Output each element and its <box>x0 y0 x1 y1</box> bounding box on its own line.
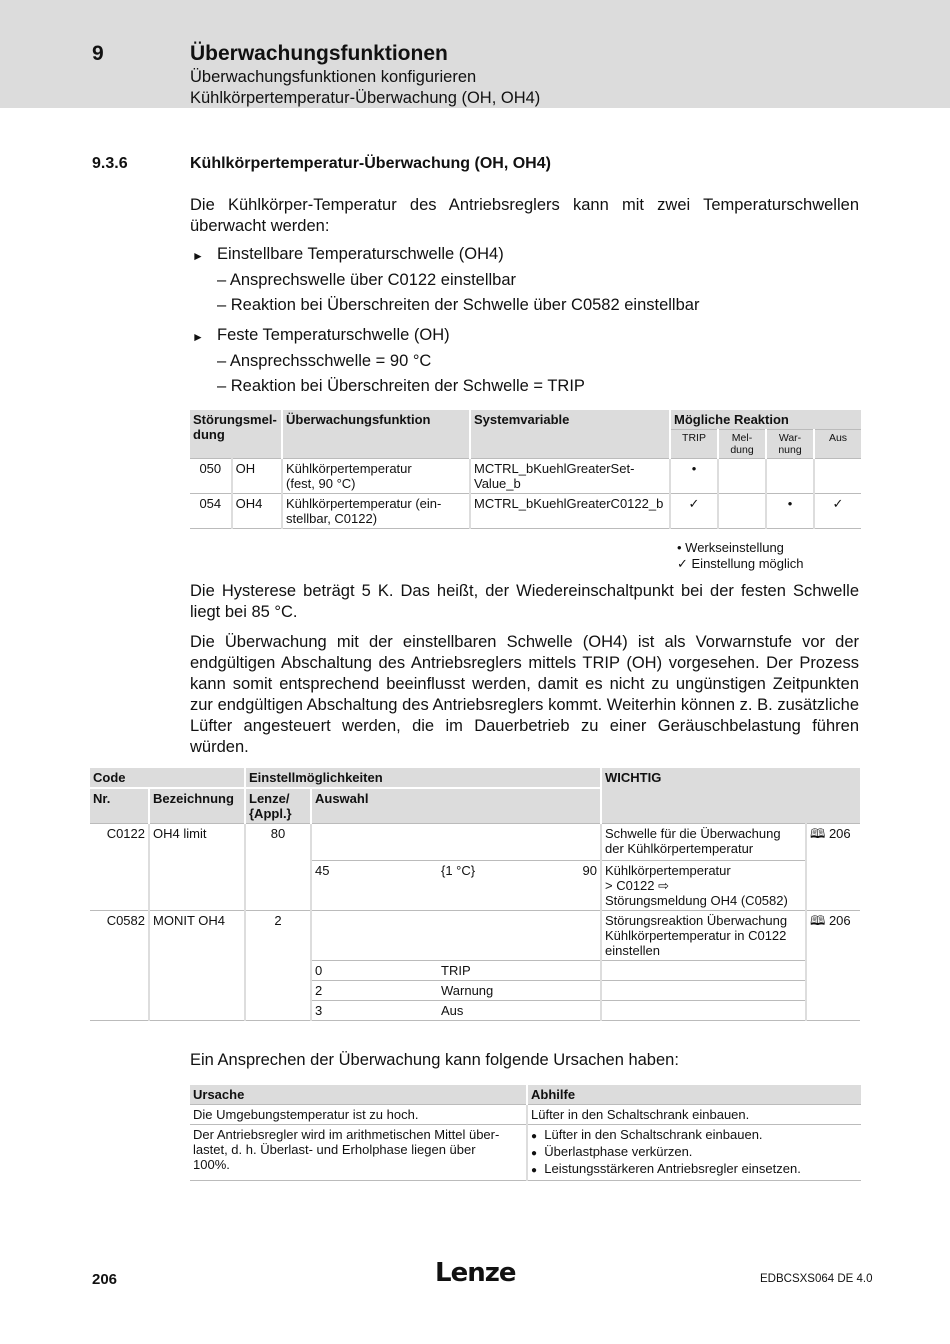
option-row: 0 TRIP <box>90 961 860 981</box>
cell-c0582-nr: C0582 <box>90 911 149 1021</box>
cell-c0582-lenze: 2 <box>245 911 311 1021</box>
th-einstell: Einstellmöglichkeiten <box>245 768 601 788</box>
bullet-1: Einstellbare Temperaturschwelle (OH4) <box>217 245 504 263</box>
monitoring-table <box>190 410 861 529</box>
hysterese-paragraph: Die Hysterese beträgt 5 K. Das heißt, der Wiedereinschaltpunkt bei der festen Schwelle liegt bei 85 °C. <box>190 582 859 621</box>
cell-nr: 054 <box>190 494 232 529</box>
cell-aus <box>814 459 861 494</box>
th-nr: Nr. <box>90 788 149 824</box>
bullet-2-sub-1: – Ansprechsschwelle = 90 °C <box>217 352 432 370</box>
doc-id: EDBCSXS064 DE 4.0 <box>760 1273 873 1285</box>
table-row <box>190 459 861 494</box>
intro-paragraph: Die Kühlkörper-Temperatur des Antriebsreglers kann mit zwei Temperaturschwellen überwacht werden: <box>190 196 859 235</box>
cell-var: MCTRL_bKuehlGreaterC0122_b <box>470 494 670 529</box>
header-subtitle-1: Überwachungsfunktionen konfigurieren <box>190 68 477 86</box>
cell-code: OH <box>232 459 282 494</box>
bullet-dot-icon: ● <box>531 1131 538 1142</box>
cell-c0122-unit: {1 °C} <box>438 861 519 911</box>
th-code: Code <box>90 768 245 788</box>
cell-c0582-wichtig: Störungsreaktion Überwachung Kühlkörpertemperatur in C0122 einstellen <box>601 911 806 961</box>
cell-nr: 050 <box>190 459 232 494</box>
cell-code: OH4 <box>232 494 282 529</box>
cell-trip: ✓ <box>670 494 718 529</box>
cell-c0122-wichtig-2: Kühlkörpertemperatur > C0122 ⇨ Störungsmeldung OH4 (C0582) <box>601 861 806 911</box>
bullet-2-sub-2: – Reaktion bei Überschreiten der Schwelle = TRIP <box>217 377 585 395</box>
cell-c0122-min: 45 <box>311 861 438 911</box>
cell-func: Kühlkörpertemperatur (ein- stellbar, C0122) <box>282 494 470 529</box>
cell-meldung <box>718 459 766 494</box>
cell-aus: ✓ <box>814 494 861 529</box>
th-wichtig: WICHTIG <box>601 768 860 824</box>
vorwarn-paragraph: Die Überwachung mit der einstellbaren Schwelle (OH4) ist als Vorwarnstufe vor der endgültigen Abschaltung des Antriebsreglers mittels TRIP (OH) vorgesehen. Der Prozess kann somit entsprechend beeinflusst werden, damit es nicht zu ungünstigen Zeitpunkten zur endgültigen Abschaltung des Antriebsreglers kommt. Weiterhin können z. B. zusätzliche Lüfter angesteuert werden, die im Dauerbetrieb zu einer Geräuschbelastung führen würden. <box>190 633 859 756</box>
cell-meldung <box>718 494 766 529</box>
th-trip: TRIP <box>670 430 718 459</box>
table-row: Die Umgebungstemperatur ist zu hoch. Lüfter in den Schaltschrank einbauen. <box>190 1105 861 1125</box>
th-bez: Bezeichnung <box>149 788 245 824</box>
th-stoerung: Störungsmel- dung <box>190 410 282 459</box>
chapter-number: 9 <box>92 42 104 65</box>
lenze-logo: Lenze <box>435 1258 516 1288</box>
cell-c0122-ref: 🕮 206 <box>806 824 860 911</box>
option-row: 3 Aus <box>90 1001 860 1021</box>
cell-var: MCTRL_bKuehlGreaterSet- Value_b <box>470 459 670 494</box>
book-icon: 🕮 <box>810 913 826 928</box>
code-table <box>90 768 860 1021</box>
bullet-dot-icon: ● <box>531 1165 538 1176</box>
cell-func: Kühlkörpertemperatur (fest, 90 °C) <box>282 459 470 494</box>
bullet-arrow-icon: ► <box>192 249 204 263</box>
page-header <box>0 0 950 108</box>
bullet-1-sub-1: – Ansprechswelle über C0122 einstellbar <box>217 271 517 289</box>
chapter-title: Überwachungsfunktionen <box>190 42 448 65</box>
table-row: Der Antriebsregler wird im arithmetischen Mittel über- lastet, d. h. Überlast- und Erholphase liegen über 100%. ● Lüfter in den Schaltschrank einbauen. ● Überlastphase verkürzen. ● Leistungsstärkeren Antriebsregler einsetzen. <box>190 1125 861 1181</box>
cell-c0122-bez: OH4 limit <box>149 824 245 911</box>
th-lenze: Lenze/ {Appl.} <box>245 788 311 824</box>
cell-warnung: • <box>766 494 814 529</box>
section-number: 9.3.6 <box>92 155 128 172</box>
section-title: Kühlkörpertemperatur-Überwachung (OH, OH4) <box>190 155 551 172</box>
cell-trip: • <box>670 459 718 494</box>
book-icon: 🕮 <box>810 826 826 841</box>
th-abhilfe: Abhilfe <box>527 1085 861 1105</box>
option-row: 2 Warnung <box>90 981 860 1001</box>
bullet-1-sub-2: – Reaktion bei Überschreiten der Schwelle über C0582 einstellbar <box>217 296 700 314</box>
cell-warnung <box>766 459 814 494</box>
cell-c0582-ref: 🕮 206 <box>806 911 860 1021</box>
th-systemvariable: Systemvariable <box>470 410 670 459</box>
bullet-arrow-icon: ► <box>192 330 204 344</box>
bullet-dot-icon: ● <box>531 1148 538 1159</box>
header-subtitle-2: Kühlkörpertemperatur-Überwachung (OH, OH4) <box>190 89 541 107</box>
th-ueberwachung: Überwachungsfunktion <box>282 410 470 459</box>
th-warnung: War- nung <box>766 430 814 459</box>
th-ursache: Ursache <box>190 1085 527 1105</box>
th-meldung: Mel- dung <box>718 430 766 459</box>
cell-c0122-nr: C0122 <box>90 824 149 911</box>
page-number: 206 <box>92 1271 118 1288</box>
cell-c0582-bez: MONIT OH4 <box>149 911 245 1021</box>
th-aus: Aus <box>814 430 861 459</box>
ursachen-intro: Ein Ansprechen der Überwachung kann folgende Ursachen haben: <box>190 1051 679 1069</box>
table-row <box>190 494 861 529</box>
cell-c0122-lenze: 80 <box>245 824 311 911</box>
legend-werkseinstellung: • Werkseinstellung <box>677 540 784 555</box>
th-auswahl: Auswahl <box>311 788 601 824</box>
ursachen-table <box>190 1085 861 1181</box>
cell-c0122-wichtig: Schwelle für die Überwachung der Kühlkörpertemperatur <box>601 824 806 861</box>
cell-c0122-max: 90 <box>519 861 601 911</box>
th-reaktion: Mögliche Reaktion <box>670 410 861 430</box>
bullet-2: Feste Temperaturschwelle (OH) <box>217 326 450 344</box>
legend-einstellung: ✓ Einstellung möglich <box>677 556 804 571</box>
